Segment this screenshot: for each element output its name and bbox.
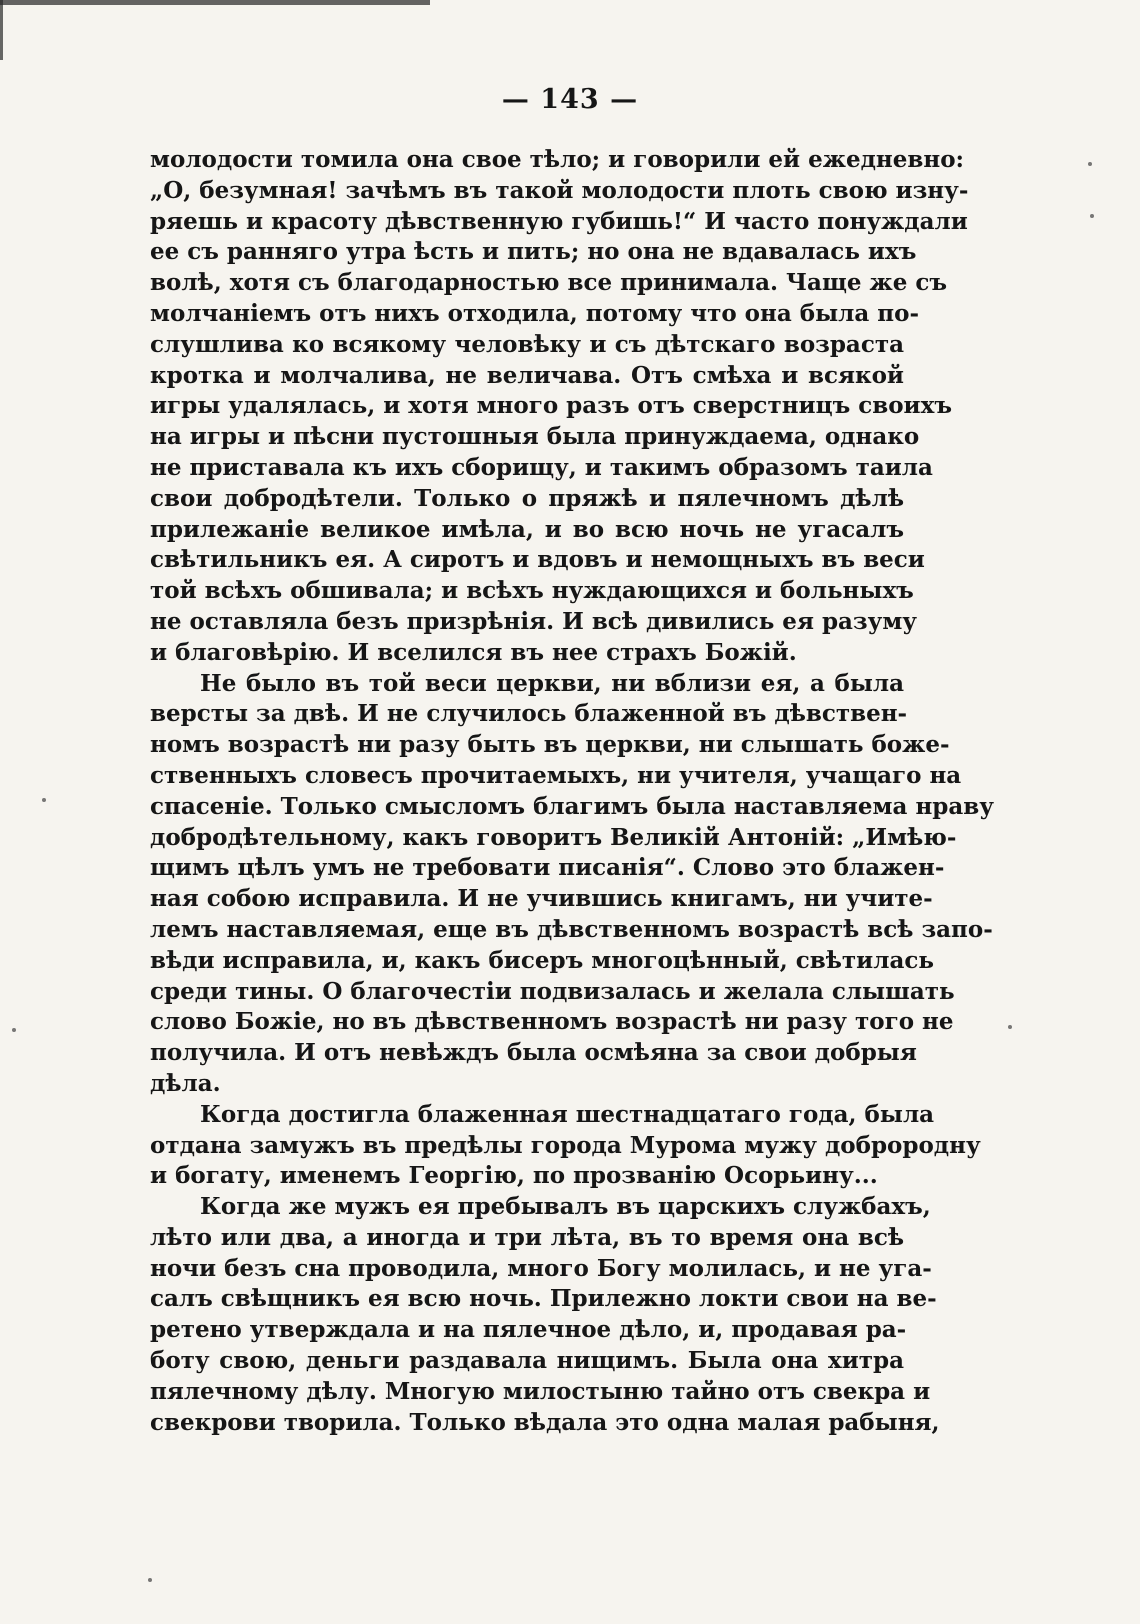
text-line: ночи безъ сна проводила, много Богу молилась, и не уга- [150, 1254, 932, 1282]
text-line: молчанiемъ отъ нихъ отходила, потому что она была по- [150, 299, 920, 327]
page-number: — 143 — [501, 84, 639, 115]
text-line: на игры и пѣсни пустошныя была принуждаема, однако [150, 423, 920, 451]
text-line: кротка и молчалива, не величава. Отъ смѣха и всякой [150, 361, 904, 389]
text-line: слово Божiе, но въ дѣвственномъ возрастѣ ни разу того не [150, 1008, 954, 1036]
text-line: номъ возрастѣ ни разу быть въ церкви, ни слышать боже- [150, 731, 950, 759]
text-line: молодости томила она свое тѣло; и говорили ей ежедневно: [150, 146, 965, 173]
text-line: Когда достигла блаженная шестнадцатаго года, была [200, 1100, 935, 1128]
text-line: свои добродѣтели. Только о пряжѣ и пялечномъ дѣлѣ [150, 484, 904, 512]
text-line: свѣтильникъ ея. А сиротъ и вдовъ и немощныхъ въ веси [150, 546, 925, 574]
text-line: вѣди исправила, и, какъ бисеръ многоцѣнный, свѣтилась [150, 946, 934, 974]
text-line: слушлива ко всякому человѣку и съ дѣтскаго возраста [150, 330, 904, 358]
body-text [150, 145, 994, 1438]
text-line: спасенiе. Только смысломъ благимъ была наставляема нраву [150, 792, 994, 820]
text-line: ственныхъ словесъ прочитаемыхъ, ни учителя, учащаго на [150, 761, 962, 789]
text-line: лемъ наставляемая, еще въ дѣвственномъ возрастѣ всѣ запо- [150, 915, 993, 943]
text-line: отдана замужъ въ предѣлы города Мурома мужу доброродну [150, 1131, 981, 1159]
paragraph [150, 1192, 940, 1438]
text-line: боту свою, деньги раздавала нищимъ. Была она хитра [150, 1347, 904, 1375]
paragraph [150, 669, 994, 1100]
text-line: и богату, именемъ Георгiю, по прозванiю Осорьину... [150, 1162, 878, 1190]
text-line: той всѣхъ обшивала; и всѣхъ нуждающихся и больныхъ [150, 577, 914, 605]
text-line: дѣла. [150, 1069, 221, 1097]
text-line: ная собою исправила. И не учившись книгамъ, ни учите- [150, 885, 933, 913]
text-line: не приставала къ ихъ сборищу, и такимъ образомъ таила [150, 453, 933, 481]
text-line: получила. И отъ невѣждъ была осмѣяна за свои добрыя [150, 1039, 917, 1067]
text-line: волѣ, хотя съ благодарностью все принимала. Чаще же съ [150, 269, 947, 297]
paragraph [150, 145, 969, 669]
scan-speck [42, 798, 46, 802]
text-line: прилежанiе великое имѣла, и во всю ночь не угасалъ [150, 515, 904, 543]
scan-speck [12, 1028, 16, 1032]
text-line: ее съ ранняго утра ѣсть и пить; но она не вдавалась ихъ [150, 238, 917, 266]
text-line: и благовѣрiю. И вселился въ нее страхъ Божiй. [150, 638, 797, 666]
text-line: Не было въ той веси церкви, ни вблизи ея, а была [200, 669, 904, 697]
text-line: среди тины. О благочестiи подвизалась и желала слышать [150, 977, 955, 1005]
text-line: версты за двѣ. И не случилось блаженной въ дѣвствен- [150, 700, 908, 728]
text-line: не оставляла безъ призрѣнiя. И всѣ дивились ея разуму [150, 607, 918, 635]
scan-speck [1088, 162, 1092, 166]
text-line: свекрови творила. Только вѣдала это одна малая рабыня, [150, 1408, 940, 1436]
scan-edge-top [0, 0, 430, 5]
scan-edge-left [0, 0, 3, 60]
text-line: салъ свѣщникъ ея всю ночь. Прилежно локти свои на ве- [150, 1285, 937, 1313]
text-line: щимъ цѣлъ умъ не требовати писанiя“. Слово это блажен- [150, 854, 945, 882]
scan-speck [1090, 214, 1094, 218]
paragraph [150, 1100, 981, 1192]
text-line: Когда же мужъ ея пребывалъ въ царскихъ службахъ, [200, 1193, 931, 1221]
text-line: ряешь и красоту дѣвственную губишь!“ И часто понуждали [150, 207, 968, 235]
text-line: пялечному дѣлу. Многую милостыню тайно отъ свекра и [150, 1377, 931, 1405]
scan-speck [148, 1578, 152, 1582]
text-line: лѣто или два, а иногда и три лѣта, въ то время она всѣ [150, 1223, 904, 1251]
text-line: „О, безумная! зачѣмъ въ такой молодости плоть свою изну- [150, 176, 969, 204]
text-line: добродѣтельному, какъ говоритъ Великiй Антонiй: „Имѣю- [150, 823, 957, 851]
scan-speck [1008, 1025, 1012, 1029]
text-line: ретено утверждала и на пялечное дѣло, и, продавая ра- [150, 1316, 907, 1344]
text-line: игры удалялась, и хотя много разъ отъ сверстницъ своихъ [150, 392, 952, 420]
